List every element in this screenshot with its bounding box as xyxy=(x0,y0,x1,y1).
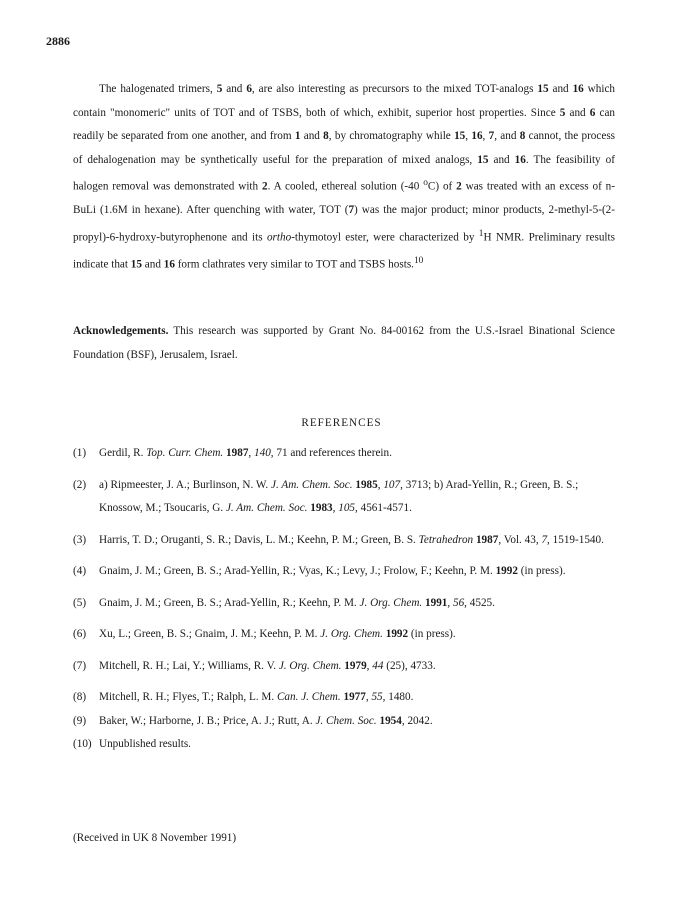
acknowledgements-text: This research was supported by Grant No. 84-00162 from the U.S.-Israel Binational Science Foundation (BSF), Jerusalem, Israel. xyxy=(73,325,615,361)
reference-item: (2) a) Ripmeester, J. A.; Burlinson, N. W. J. Am. Chem. Soc. 1985, 107, 3713; b) Arad-Yellin, R.; Green, B. S.; Knossow, M.; Tsoucaris, G. J. Am. Chem. Soc. 1983, 105, 4561-4571. xyxy=(73,478,579,514)
acknowledgements xyxy=(73,320,615,367)
paragraph-text: The halogenated trimers, 5 and 6, are also interesting as precursors to the mixed TOT-analogs 15 and 16 which contain "monomeric" units of TOT and of TSBS, both of which, exhibit, superior host properties. Since 5 and 6 can readily be separated from one another, and from 1 and 8, by chromatography while 15, 16, 7, and 8 cannot, the process of dehalogenation may be synthetically useful for the preparation of mixed analogs, 15 and 16. The feasibility of halogen removal was demonstrated with 2. A cooled, ethereal solution (-40 $^o$C) of 2 was treated with an excess of n-BuLi (1.6M in hexane). After quenching with water, TOT (7) was the major product; minor products, 2-methyl-5-(2-propyl)-6-hydroxy-butyrophenone and its ortho-thymotoyl ester, were characterized by $^1$H NMR. Preliminary results indicate that 15 and 16 form clathrates very similar to TOT and TSBS hosts.$^{10}$ xyxy=(73,83,616,271)
references-heading: REFERENCES xyxy=(301,417,382,429)
reference-item: (1) Gerdil, R. Top. Curr. Chem. 1987, 140, 71 and references therein. xyxy=(73,447,392,459)
page-number: 2886 xyxy=(46,34,70,48)
reference-item: (9) Baker, W.; Harborne, J. B.; Price, A. J.; Rutt, A. J. Chem. Soc. 1954, 2042. xyxy=(73,714,433,727)
reference-item: (8) Mitchell, R. H.; Flyes, T.; Ralph, L. M. Can. J. Chem. 1977, 55, 1480. xyxy=(73,691,414,703)
reference-item: (3) Harris, T. D.; Oruganti, S. R.; Davis, L. M.; Keehn, P. M.; Green, B. S. Tetrahedron 1987, Vol. 43, 7, 1519-1540. xyxy=(73,533,604,546)
body-paragraph xyxy=(73,78,615,277)
acknowledgements-heading: Acknowledgements. xyxy=(73,325,169,337)
reference-item: (7) Mitchell, R. H.; Lai, Y.; Williams, R. V. J. Org. Chem. 1979, 44 (25), 4733. xyxy=(73,659,436,672)
references-list xyxy=(73,442,618,765)
received-date: (Received in UK 8 November 1991) xyxy=(73,832,237,844)
reference-item: (4) Gnaim, J. M.; Green, B. S.; Arad-Yellin, R.; Vyas, K.; Levy, J.; Frolow, F.; Keehn, P. M. 1992 (in press). xyxy=(73,565,566,577)
reference-item: (5) Gnaim, J. M.; Green, B. S.; Arad-Yellin, R.; Keehn, P. M. J. Org. Chem. 1991, 56, 4525. xyxy=(73,596,495,609)
reference-item: (6) Xu, L.; Green, B. S.; Gnaim, J. M.; Keehn, P. M. J. Org. Chem. 1992 (in press). xyxy=(73,628,456,640)
reference-item: (10) Unpublished results. xyxy=(73,738,191,750)
